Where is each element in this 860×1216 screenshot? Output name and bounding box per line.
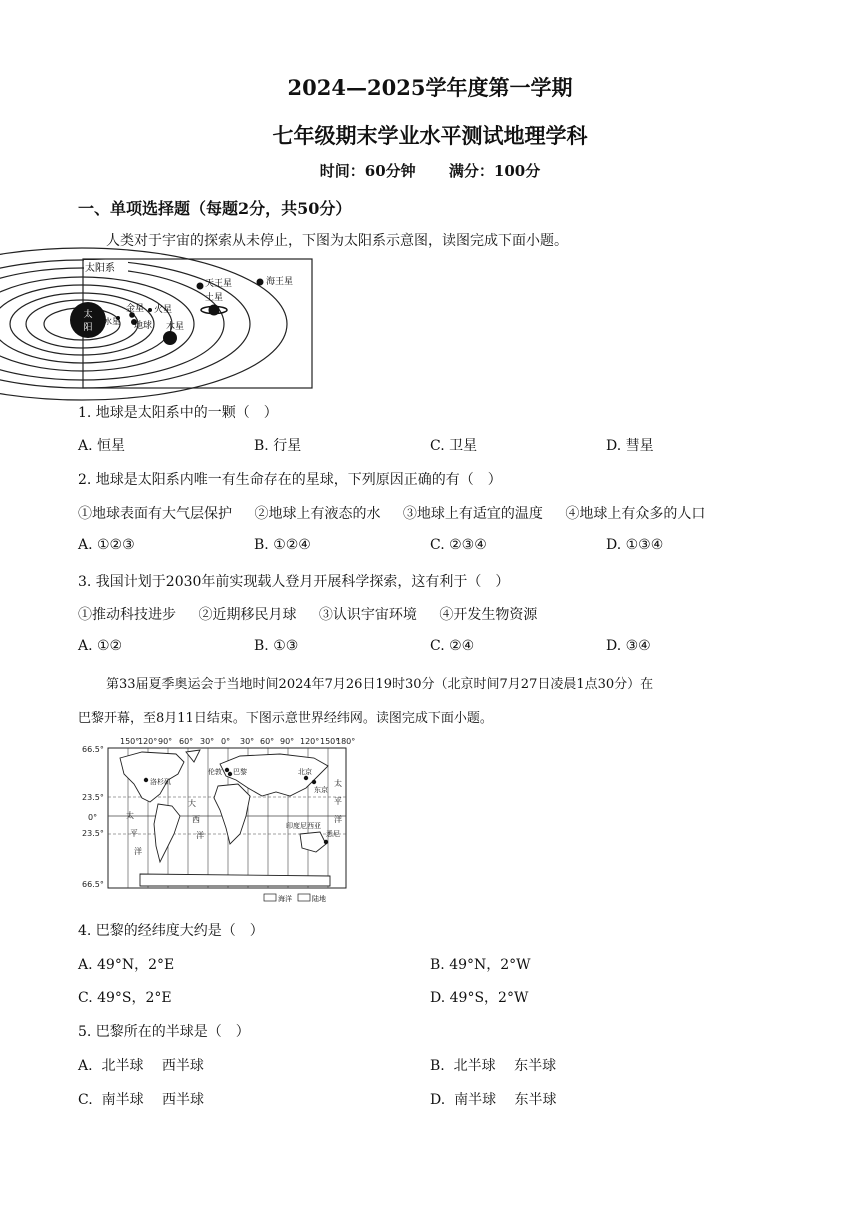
world-graticule-figure <box>80 736 356 912</box>
lon-label: 90° <box>158 737 173 746</box>
place-label: 悉尼 <box>326 830 340 838</box>
city-dot-los-angeles <box>144 778 148 782</box>
q5-option-a[interactable]: A. 北半球 西半球 <box>78 1058 204 1074</box>
place-label: 东京 <box>314 786 328 794</box>
city-dot-paris <box>228 772 232 776</box>
city-dot-beijing <box>304 776 308 780</box>
venus-label: 金星 <box>126 304 145 314</box>
ocean-label: 大 <box>188 799 196 808</box>
mars-label: 火星 <box>154 305 173 315</box>
q2-statement-2: ②地球上有液态的水 <box>254 506 381 522</box>
lat-label: 23.5° <box>82 829 104 838</box>
q3-statements <box>78 604 555 624</box>
ocean-label: 平 <box>334 797 342 806</box>
exam-year-title: 2024—2025学年度第一学期 <box>287 75 573 100</box>
q3-statement-3: ③认识宇宙环境 <box>318 607 417 623</box>
intro-olympics-line1: 第33届夏季奥运会于当地时间2024年7月26日19时30分（北京时间7月27日凌晨1点30分）在 <box>106 677 654 692</box>
map-legend <box>264 894 326 903</box>
saturn-label: 土星 <box>205 293 224 303</box>
lon-label: 30° <box>240 737 255 746</box>
section-title: 一、单项选择题（每题2分，共50分） <box>78 199 352 218</box>
lon-label: 120° <box>300 737 320 746</box>
q4-option-a[interactable]: A. 49°N，2°E <box>78 957 175 973</box>
mercury-label: 水星 <box>104 317 120 326</box>
lat-label: 66.5° <box>82 880 104 889</box>
city-dot-tokyo <box>312 780 316 784</box>
q1-option-c[interactable]: C. 卫星 <box>430 438 478 454</box>
lon-label: 60° <box>179 737 194 746</box>
exam-time: 时间：60分钟 <box>319 162 416 180</box>
intro-solar-system: 人类对于宇宙的探索从未停止，下图为太阳系示意图，读图完成下面小题。 <box>106 233 568 249</box>
question-5-stem: 5. 巴黎所在的半球是（ ） <box>78 1024 250 1040</box>
sun-label-1: 太 <box>83 310 93 320</box>
place-label: 洛杉矶 <box>150 778 171 786</box>
solar-figure-label: 太阳系 <box>85 263 115 274</box>
exam-score: 满分：100分 <box>448 162 541 180</box>
q5-option-d[interactable]: D. 南半球 东半球 <box>430 1092 557 1108</box>
world-graticule-map <box>80 736 356 908</box>
q3-statement-2: ②近期移民月球 <box>198 607 297 623</box>
mars-icon <box>148 308 152 312</box>
exam-subject-title: 七年级期末学业水平测试地理学科 <box>272 123 588 148</box>
solar-system-figure <box>82 258 314 394</box>
place-label: 巴黎 <box>233 768 247 776</box>
antarctica-shape <box>140 874 330 886</box>
ocean-label: 平 <box>130 829 138 838</box>
neptune-label: 海王星 <box>266 277 294 287</box>
lon-label: 150° <box>320 737 340 746</box>
uranus-label: 天王星 <box>205 279 233 289</box>
ocean-label: 洋 <box>334 815 342 824</box>
q2-statements <box>78 503 723 523</box>
lat-label: 23.5° <box>82 793 104 802</box>
city-dot-sydney <box>324 840 328 844</box>
ocean-label: 洋 <box>134 847 142 856</box>
uranus-icon <box>197 283 204 290</box>
q5-option-b[interactable]: B. 北半球 东半球 <box>430 1058 557 1074</box>
q2-option-a[interactable]: A. ①②③ <box>78 537 135 553</box>
q3-statement-1: ①推动科技进步 <box>78 607 176 623</box>
exam-meta <box>0 160 860 181</box>
q4-option-b[interactable]: B. 49°N，2°W <box>430 957 531 973</box>
jupiter-label: 木星 <box>166 322 185 332</box>
question-3-stem: 3. 我国计划于2030年前实现载人登月开展科学探索，这有利于（ ） <box>78 574 510 590</box>
q1-option-a[interactable]: A. 恒星 <box>78 438 126 454</box>
q2-statement-4: ④地球上有众多的人口 <box>565 506 706 522</box>
ocean-label: 太 <box>334 779 342 788</box>
lon-label: 180° <box>336 737 356 746</box>
solar-system-diagram <box>82 258 314 390</box>
q3-option-a[interactable]: A. ①② <box>78 638 123 654</box>
legend-land-label: 陆地 <box>312 895 326 903</box>
lat-label: 66.5° <box>82 745 104 754</box>
legend-ocean-label: 海洋 <box>278 895 292 903</box>
earth-label: 地球 <box>134 321 153 331</box>
lon-label: 60° <box>260 737 275 746</box>
q2-statement-3: ③地球上有适宜的温度 <box>402 506 543 522</box>
sun-label-2: 阳 <box>83 323 93 333</box>
q1-option-b[interactable]: B. 行星 <box>254 438 302 454</box>
question-1-stem: 1. 地球是太阳系中的一颗（ ） <box>78 405 278 421</box>
q3-option-d[interactable]: D. ③④ <box>606 638 651 654</box>
q4-option-d[interactable]: D. 49°S，2°W <box>430 990 529 1006</box>
q2-statement-1: ①地球表面有大气层保护 <box>78 506 232 522</box>
place-label: 伦敦 <box>208 768 222 776</box>
ocean-label: 太 <box>126 811 134 820</box>
lon-label: 30° <box>200 737 215 746</box>
ocean-label: 西 <box>192 815 200 824</box>
q3-statement-4: ④开发生物资源 <box>439 607 538 623</box>
q4-option-c[interactable]: C. 49°S，2°E <box>78 990 172 1006</box>
q2-option-c[interactable]: C. ②③④ <box>430 537 487 553</box>
neptune-icon <box>257 279 264 286</box>
jupiter-icon <box>163 331 177 345</box>
question-2-stem: 2. 地球是太阳系内唯一有生命存在的星球，下列原因正确的有（ ） <box>78 472 502 488</box>
place-label: 北京 <box>298 768 312 776</box>
lon-label: 150° <box>120 737 140 746</box>
intro-olympics-line2: 巴黎开幕，至8月11日结束。下图示意世界经纬网。读图完成下面小题。 <box>78 711 493 726</box>
lat-label: 0° <box>88 813 98 822</box>
ocean-label: 洋 <box>196 831 204 840</box>
q2-option-b[interactable]: B. ①②④ <box>254 537 311 553</box>
city-dot-london <box>225 768 229 772</box>
q3-option-c[interactable]: C. ②④ <box>430 638 475 654</box>
lon-label: 90° <box>280 737 295 746</box>
question-4-stem: 4. 巴黎的经纬度大约是（ ） <box>78 923 264 939</box>
place-label: 印度尼西亚 <box>286 822 321 830</box>
land-legend-swatch <box>298 894 310 901</box>
lon-label: 120° <box>138 737 158 746</box>
q5-option-c[interactable]: C. 南半球 西半球 <box>78 1092 205 1108</box>
q2-option-d[interactable]: D. ①③④ <box>606 537 664 553</box>
ocean-legend-swatch <box>264 894 276 901</box>
lon-label: 0° <box>221 737 231 746</box>
q1-option-d[interactable]: D. 彗星 <box>606 438 654 454</box>
q3-option-b[interactable]: B. ①③ <box>254 638 299 654</box>
